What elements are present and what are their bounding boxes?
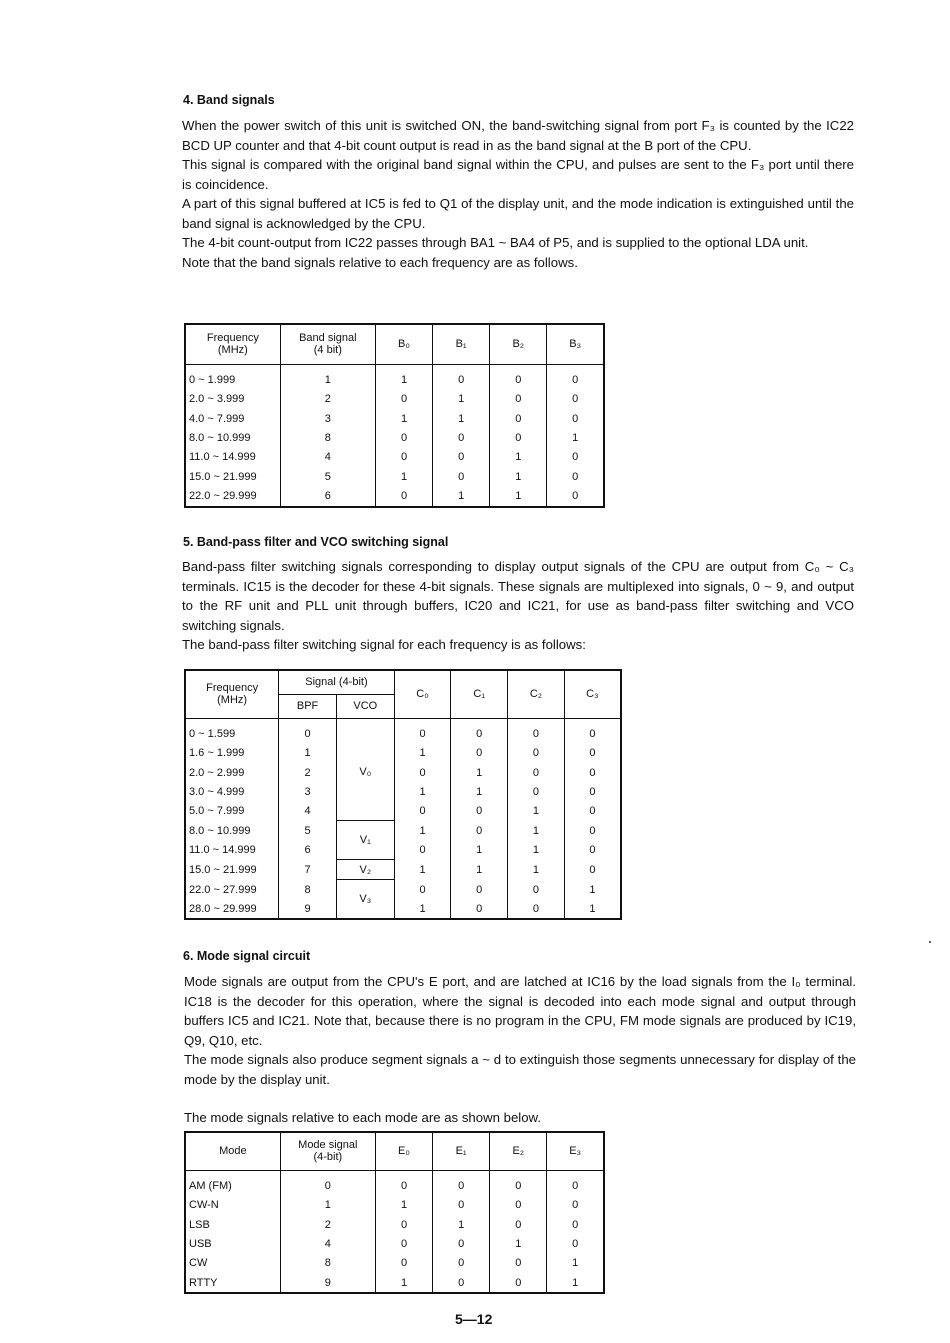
table-row [185, 860, 621, 880]
section-4-text [182, 116, 854, 272]
table-cell: 0 [375, 486, 432, 506]
table-cell: 1 [451, 763, 508, 782]
table-cell: 4 [279, 802, 337, 821]
table-cell: 0 [490, 1196, 547, 1215]
table-cell: 1 [375, 1273, 432, 1293]
table-cell: 2.0 ~ 3.999 [189, 393, 245, 406]
table-cell: 1 [375, 371, 432, 390]
band-signal-table [184, 323, 605, 508]
table-cell: 6 [280, 486, 375, 506]
table-cell: 1 [433, 486, 490, 506]
table-cell: 1 [394, 782, 451, 801]
table-cell: 0 [547, 448, 604, 467]
section-5-text [182, 557, 854, 655]
table-cell: 0 [508, 880, 565, 899]
table-cell: 0 [490, 1273, 547, 1293]
table-cell: 9 [279, 899, 337, 919]
table-cell: 1 [508, 802, 565, 821]
column-header: C₁ [451, 670, 508, 718]
section-6-paragraph: The mode signals also produce segment signals a ~ d to extinguish those segments unnecessary for display of the mode by the display unit. [184, 1052, 856, 1087]
table-cell: 0 [433, 1234, 490, 1253]
table-cell: AM (FM) [189, 1180, 232, 1193]
table-cell: 1 [490, 486, 547, 506]
table-cell: 0 [508, 744, 565, 763]
column-header: Frequency (MHz) [185, 670, 279, 718]
section-6-paragraph: The mode signals relative to each mode are as shown below. [184, 1110, 541, 1125]
table-cell: 0 ~ 1.999 [189, 374, 236, 387]
table-cell: 1 [508, 840, 565, 859]
table-cell: 0 [375, 1215, 432, 1234]
table-cell: 0 [490, 371, 547, 390]
column-header: VCO [336, 694, 394, 718]
column-header: BPF [279, 694, 337, 718]
table-cell: 0 [547, 1234, 604, 1253]
table-row [185, 1215, 604, 1234]
table-cell: 7 [279, 860, 337, 880]
table-row [185, 467, 604, 486]
column-header: E₁ [433, 1132, 490, 1170]
section-4-paragraph: A part of this signal buffered at IC5 is fed to Q1 of the display unit, and the mode indication is extinguished until the band signal is acknowledged by the CPU. [182, 196, 854, 231]
table-cell: 0 [547, 1196, 604, 1215]
scan-speck [929, 941, 931, 943]
table-cell: 0 [433, 371, 490, 390]
table-cell: 0 [490, 428, 547, 447]
table-cell: 5 [280, 467, 375, 486]
table-cell: 1 [394, 899, 451, 919]
table-cell: 0 [394, 763, 451, 782]
table-row [185, 486, 604, 506]
column-header: B₂ [490, 324, 547, 364]
table-row [185, 371, 604, 390]
table-row [185, 409, 604, 428]
column-header: C₃ [564, 670, 621, 718]
column-header: Frequency (MHz) [185, 324, 280, 364]
section-4-paragraph: When the power switch of this unit is switched ON, the band-switching signal from port F₃ is counted by the IC22 BCD UP counter and that 4-bit count output is read in as the band signal at the B port of the CPU. [182, 118, 854, 153]
table-cell: RTTY [189, 1276, 218, 1289]
table-header-row [185, 670, 621, 694]
table-cell: 22.0 ~ 29.999 [189, 489, 257, 502]
column-header: Mode [185, 1132, 280, 1170]
table-cell: 0 [451, 880, 508, 899]
table-cell: 1 [375, 409, 432, 428]
table-header-row [185, 324, 604, 364]
table-cell: 6 [279, 840, 337, 859]
table-row [185, 1234, 604, 1253]
table-cell: 5.0 ~ 7.999 [189, 805, 245, 818]
section-5-paragraph: The band-pass filter switching signal for each frequency is as follows: [182, 637, 586, 652]
table-cell: 3.0 ~ 4.999 [189, 786, 245, 799]
column-header: B₀ [375, 324, 432, 364]
table-cell: 0 [490, 390, 547, 409]
table-cell: 1 [451, 840, 508, 859]
table-cell: 0 [375, 448, 432, 467]
column-header: B₁ [433, 324, 490, 364]
table-cell: 0 [433, 428, 490, 447]
table-cell: 1 [433, 390, 490, 409]
table-cell: 0 [433, 1196, 490, 1215]
table-cell: 0 [508, 763, 565, 782]
table-cell: 0 [564, 802, 621, 821]
table-cell: 0 [394, 802, 451, 821]
bpf-vco-table [184, 669, 622, 920]
table-row [185, 782, 621, 801]
column-header: C₂ [508, 670, 565, 718]
table-cell: 28.0 ~ 29.999 [189, 902, 257, 915]
page-number: 5—12 [455, 1311, 493, 1327]
table-cell: 15.0 ~ 21.999 [189, 470, 257, 483]
section-6-text [184, 972, 856, 1128]
table-cell: 2 [280, 1215, 375, 1234]
table-cell: 1 [280, 1196, 375, 1215]
column-header: Mode signal (4-bit) [280, 1132, 375, 1170]
table-row [185, 744, 621, 763]
column-header: Signal (4-bit) [279, 670, 395, 694]
section-4-paragraph: This signal is compared with the original band signal within the CPU, and pulses are sent to the F₃ port until there is coincidence. [182, 157, 854, 192]
table-row [185, 1177, 604, 1196]
table-cell: 0 [375, 390, 432, 409]
table-cell: 1 [375, 467, 432, 486]
section-4-paragraph: Note that the band signals relative to each frequency are as follows. [182, 254, 578, 270]
table-row [185, 899, 621, 919]
table-cell: 0 [547, 1215, 604, 1234]
table-cell: 0 [375, 1254, 432, 1273]
table-row [185, 1196, 604, 1215]
table-cell: USB [189, 1238, 212, 1251]
table-cell: 0 [394, 840, 451, 859]
table-row [185, 725, 621, 744]
table-cell: 0 [490, 409, 547, 428]
table-cell: 0 [451, 802, 508, 821]
table-cell: 1 [394, 821, 451, 840]
table-row [185, 1273, 604, 1293]
table-cell: CW-N [189, 1199, 219, 1212]
table-cell: 8.0 ~ 10.999 [189, 432, 251, 445]
table-cell: 1 [375, 1196, 432, 1215]
table-cell: 1 [433, 409, 490, 428]
mode-signal-table-body [185, 1177, 604, 1294]
table-cell: 1 [508, 860, 565, 880]
table-cell: 0 [564, 744, 621, 763]
table-row [185, 448, 604, 467]
table-row [185, 802, 621, 821]
table-cell: 0 [564, 821, 621, 840]
table-cell: 0 [547, 390, 604, 409]
column-header: E₀ [375, 1132, 432, 1170]
table-cell: 1 [490, 1234, 547, 1253]
table-row [185, 821, 621, 840]
table-cell: 8 [280, 428, 375, 447]
table-cell: 0 [564, 725, 621, 744]
section-5-heading: 5. Band-pass filter and VCO switching signal [183, 535, 449, 549]
table-cell: 0 [508, 782, 565, 801]
table-cell: 0 [375, 428, 432, 447]
section-5-paragraph: Band-pass filter switching signals corresponding to display output signals of the CPU are output from C₀ ~ C₃ terminals. IC15 is the decoder for these 4-bit signals. These signals are multiplexed into signals, 0 ~ 9, and output to the RF unit and PLL unit through buffers, IC20 and IC21, for use as band-pass filter switching and VCO switching signals. [182, 559, 854, 633]
table-cell: 0 [564, 860, 621, 880]
bpf-vco-table-body [185, 725, 621, 920]
table-cell: 1 [394, 860, 451, 880]
table-cell: CW [189, 1257, 208, 1270]
vco-cell: V₀ [336, 725, 394, 821]
band-signal-table-body [185, 371, 604, 507]
table-row [185, 763, 621, 782]
table-row [185, 390, 604, 409]
table-cell: 9 [280, 1273, 375, 1293]
table-cell: 3 [279, 782, 337, 801]
table-cell: 0 [547, 409, 604, 428]
table-cell: 1 [490, 448, 547, 467]
table-cell: 4 [280, 448, 375, 467]
table-header-row [185, 1132, 604, 1170]
section-4-paragraph: The 4-bit count-output from IC22 passes through BA1 ~ BA4 of P5, and is supplied to the optional LDA unit. [182, 235, 809, 250]
table-cell: 0 [451, 725, 508, 744]
table-cell: 0 [433, 1254, 490, 1273]
table-cell: 0 [564, 782, 621, 801]
table-cell: 0 [394, 880, 451, 899]
table-cell: 8 [280, 1254, 375, 1273]
table-cell: 22.0 ~ 27.999 [189, 883, 257, 896]
table-cell: 0 [280, 1177, 375, 1196]
vco-cell: V₃ [336, 880, 394, 920]
column-header: C₀ [394, 670, 451, 718]
column-header: E₂ [490, 1132, 547, 1170]
mode-signal-table [184, 1131, 605, 1294]
vco-cell: V₁ [336, 821, 394, 860]
table-cell: 0 ~ 1.599 [189, 728, 236, 741]
table-cell: 1.6 ~ 1.999 [189, 747, 245, 760]
table-row [185, 880, 621, 899]
table-row [185, 428, 604, 447]
table-cell: 1 [508, 821, 565, 840]
table-cell: 0 [394, 725, 451, 744]
table-cell: 11.0 ~ 14.999 [189, 843, 256, 856]
table-cell: 0 [564, 763, 621, 782]
table-cell: 2 [280, 390, 375, 409]
table-cell: 0 [508, 899, 565, 919]
table-cell: 0 [547, 1177, 604, 1196]
table-cell: 0 [564, 840, 621, 859]
table-cell: 0 [279, 725, 337, 744]
table-cell: 1 [280, 371, 375, 390]
table-cell: 0 [451, 899, 508, 919]
table-cell: 8 [279, 880, 337, 899]
column-header: Band signal (4 bit) [280, 324, 375, 364]
table-cell: 0 [375, 1177, 432, 1196]
table-cell: 1 [394, 744, 451, 763]
vco-cell: V₂ [336, 860, 394, 880]
table-cell: 0 [547, 486, 604, 506]
table-cell: 0 [433, 1177, 490, 1196]
table-cell: 1 [564, 880, 621, 899]
table-cell: 0 [490, 1254, 547, 1273]
table-cell: LSB [189, 1218, 210, 1231]
table-cell: 15.0 ~ 21.999 [189, 863, 257, 876]
table-cell: 0 [375, 1234, 432, 1253]
section-4-heading: 4. Band signals [183, 93, 275, 107]
table-cell: 1 [547, 428, 604, 447]
table-cell: 0 [433, 467, 490, 486]
table-cell: 0 [490, 1215, 547, 1234]
table-cell: 1 [564, 899, 621, 919]
table-cell: 1 [451, 860, 508, 880]
table-cell: 1 [433, 1215, 490, 1234]
table-row [185, 840, 621, 859]
table-cell: 0 [451, 744, 508, 763]
table-cell: 8.0 ~ 10.999 [189, 824, 251, 837]
table-cell: 3 [280, 409, 375, 428]
table-cell: 11.0 ~ 14.999 [189, 451, 256, 464]
table-cell: 1 [451, 782, 508, 801]
table-cell: 0 [547, 467, 604, 486]
table-cell: 0 [451, 821, 508, 840]
table-cell: 1 [547, 1254, 604, 1273]
table-cell: 0 [547, 371, 604, 390]
column-header: B₃ [547, 324, 604, 364]
table-cell: 0 [433, 448, 490, 467]
table-cell: 1 [490, 467, 547, 486]
table-cell: 0 [508, 725, 565, 744]
table-row [185, 1254, 604, 1273]
table-cell: 2.0 ~ 2.999 [189, 766, 245, 779]
table-cell: 1 [279, 744, 337, 763]
section-6-paragraph: Mode signals are output from the CPU's E port, and are latched at IC16 by the load signals from the I₀ terminal. IC18 is the decoder for this operation, where the signal is decoded into each mode signal and output through buffers IC5 and IC21. Note that, because there is no program in the CPU, FM mode signals are produced by IC19, Q9, Q10, etc. [184, 974, 856, 1048]
section-6-heading: 6. Mode signal circuit [183, 949, 311, 963]
table-cell: 1 [547, 1273, 604, 1293]
table-cell: 5 [279, 821, 337, 840]
table-cell: 0 [490, 1177, 547, 1196]
table-cell: 4 [280, 1234, 375, 1253]
column-header: E₃ [547, 1132, 604, 1170]
table-cell: 4.0 ~ 7.999 [189, 412, 245, 425]
table-cell: 2 [279, 763, 337, 782]
table-cell: 0 [433, 1273, 490, 1293]
